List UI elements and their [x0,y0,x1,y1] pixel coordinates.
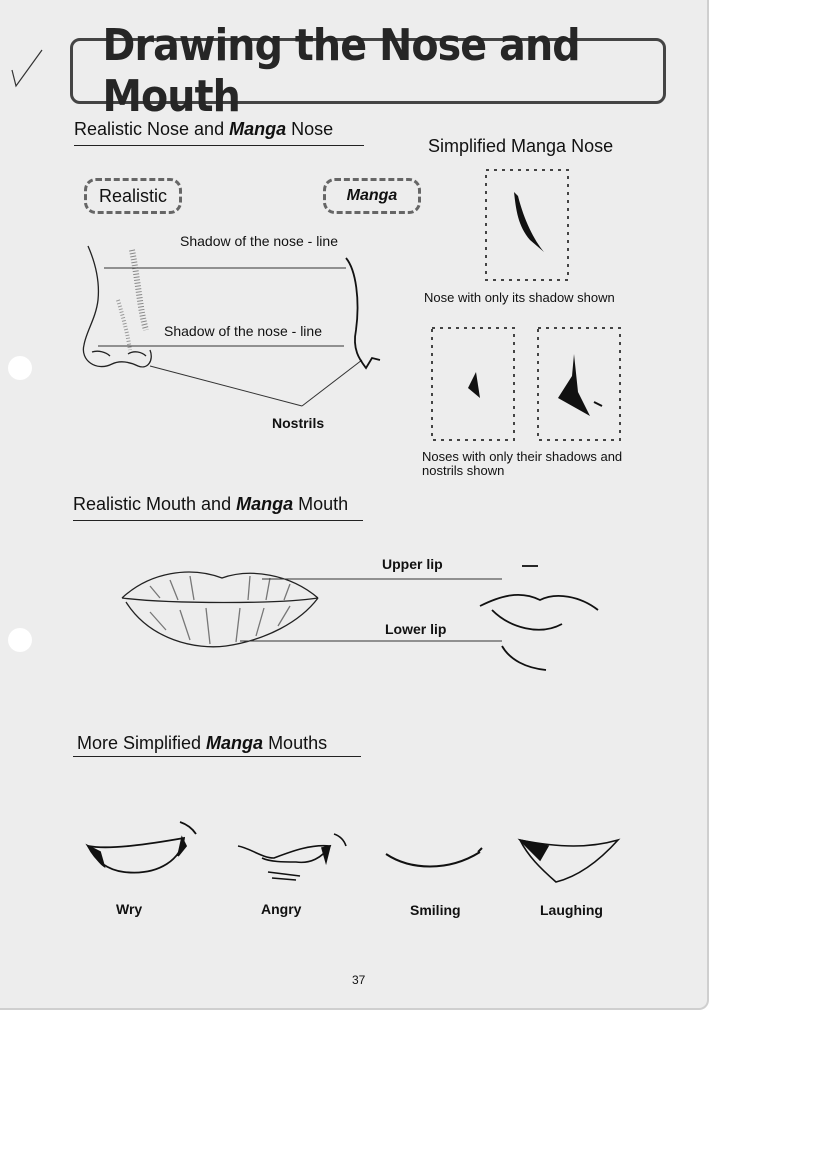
manga-nose-drawing [346,258,380,368]
mouth-label-laughing: Laughing [540,902,603,918]
page-title: Drawing the Nose and Mouth [102,20,580,122]
mouth-label-smiling: Smiling [410,902,461,918]
leader-lines-mouth [240,579,502,641]
heading-text: Realistic Mouth and [73,494,237,514]
mouth-laughing-drawing [520,840,618,882]
heading-text: Nose [286,119,334,139]
caption-nose-shadow: Nose with only its shadow shown [424,290,615,305]
heading-text: Mouth [293,494,349,514]
tag-label: Manga [346,187,398,204]
simplified-nose-1 [514,192,544,252]
label-upper-lip: Upper lip [382,556,443,572]
leader-lines-nose [98,268,362,406]
mouth-label-angry: Angry [261,901,302,917]
label-shadow-nose-line-2: Shadow of the nose - line [164,323,322,339]
tag-label: Realistic [98,185,168,206]
heading-text: Simplified Manga Nose [428,136,614,156]
mouth-smiling-drawing [386,848,482,867]
heading-text: More Simplified [77,733,207,753]
realistic-nose-drawing [83,246,151,367]
realistic-mouth-drawing [122,572,318,647]
mouth-label-wry: Wry [116,901,143,917]
heading-emphasis: Manga [206,733,264,753]
simplified-nose-2 [468,372,480,398]
label-lower-lip: Lower lip [385,621,447,637]
label-nostrils: Nostrils [272,415,325,431]
mouth-wry-drawing [88,822,196,873]
label-shadow-nose-line-1: Shadow of the nose - line [180,233,338,249]
simplified-nose-3 [558,354,590,416]
nostril-mark [594,402,602,406]
manga-mouth-drawing [480,566,598,670]
nose-box-3 [538,328,620,440]
heading-text: Realistic Nose and [74,119,230,139]
caption-noses-shadows-nostrils: Noses with only their shadows and nostrils shown [422,449,623,478]
mouth-angry-drawing [238,834,346,880]
page-number: 37 [352,973,366,987]
heading-text: Mouths [263,733,328,753]
heading-emphasis: Manga [229,119,287,139]
heading-emphasis: Manga [236,494,294,514]
check-mark-icon [12,50,42,86]
